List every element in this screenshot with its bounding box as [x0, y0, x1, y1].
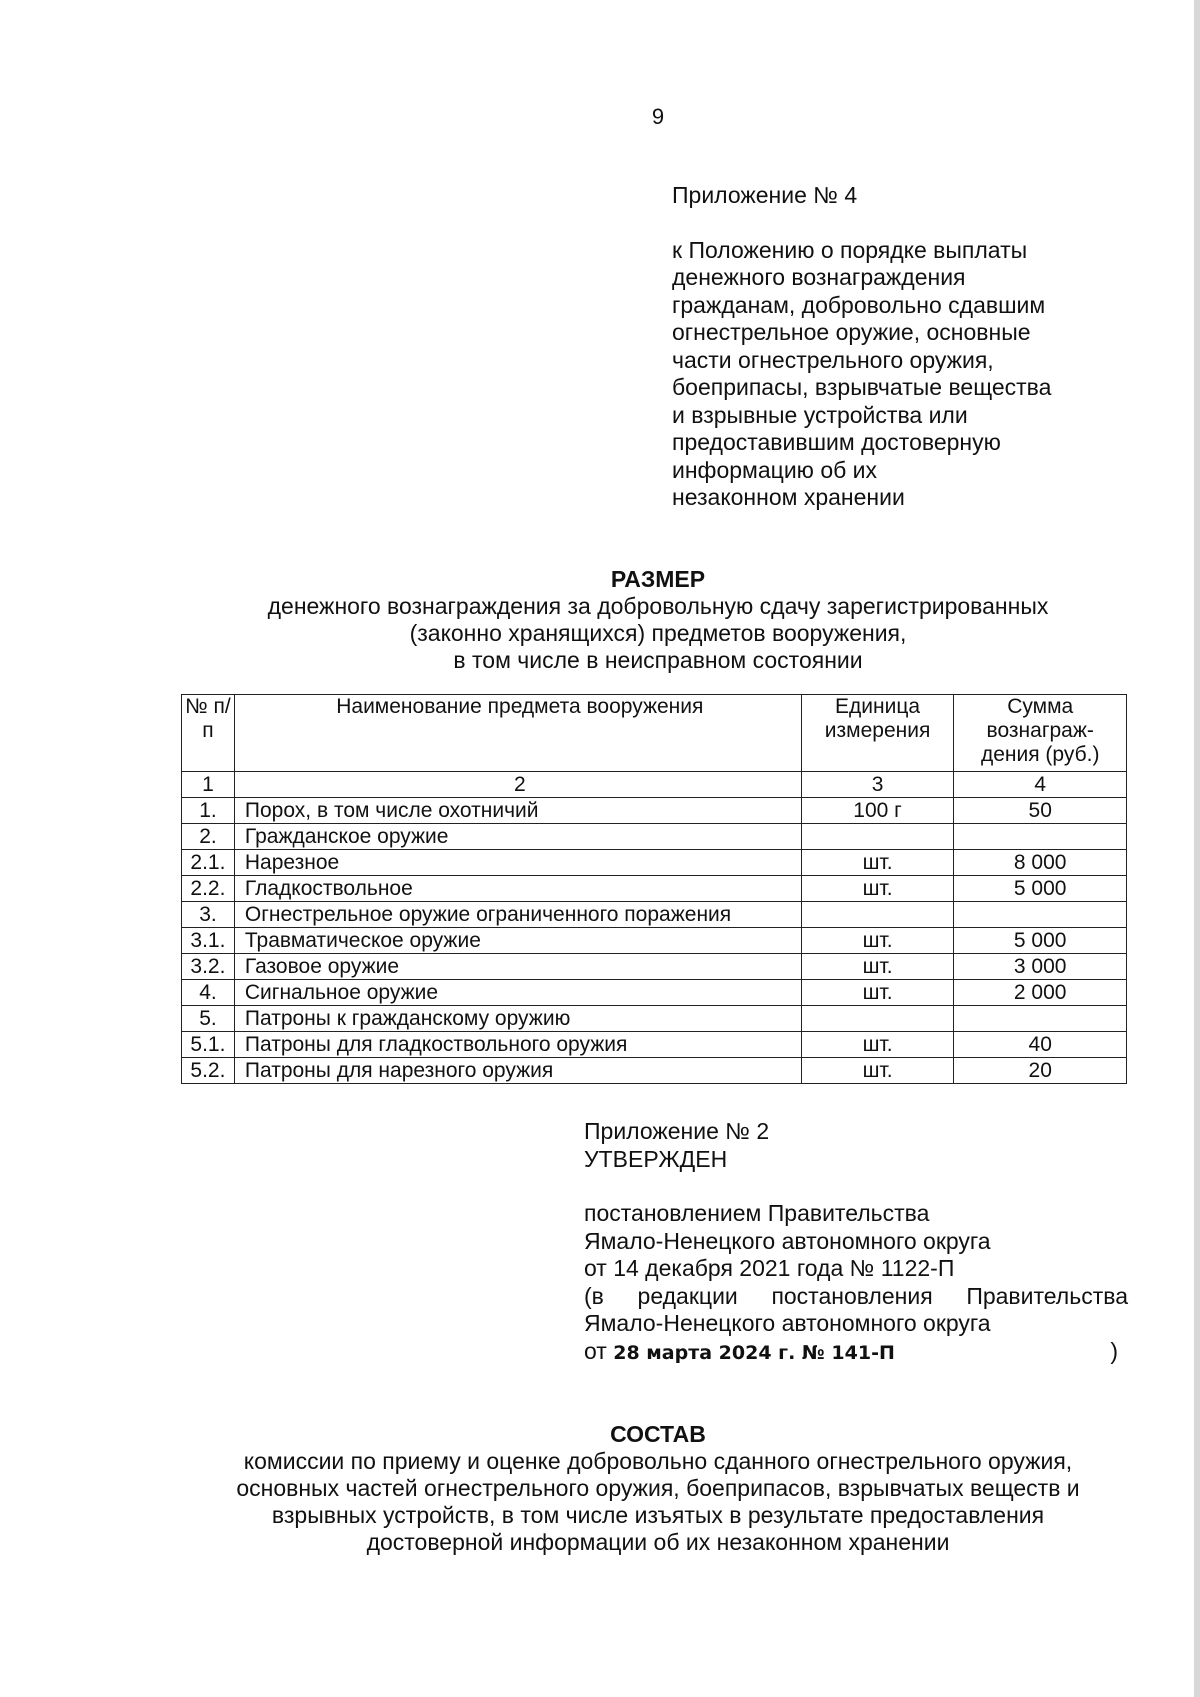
approved-line: Ямало-Ненецкого автономного округа	[584, 1310, 991, 1336]
row-unit: шт.	[801, 980, 954, 1006]
row-num: 3.2.	[182, 954, 235, 980]
appendix-4-title: Приложение № 4	[672, 182, 858, 208]
header-num: № п/п	[182, 695, 235, 772]
revision-word: Правительства	[966, 1282, 1128, 1309]
row-sum	[954, 824, 1127, 850]
size-subtitle-line: денежного вознаграждения за добровольную сдачу зарегистрированных	[267, 593, 1049, 619]
row-unit	[801, 902, 954, 928]
row-num: 5.	[182, 1006, 235, 1032]
col-number: 2	[234, 772, 801, 798]
table-row	[182, 824, 1127, 850]
composition-subtitle	[0, 1448, 1200, 1556]
row-sum: 5 000	[954, 928, 1127, 954]
table-row	[182, 954, 1127, 980]
rewards-table	[181, 694, 1127, 1084]
row-unit: шт.	[801, 850, 954, 876]
row-sum: 2 000	[954, 980, 1127, 1006]
row-num: 4.	[182, 980, 235, 1006]
closing-paren: )	[1110, 1337, 1118, 1364]
appendix-4-line: информацию об их	[672, 456, 878, 483]
page-number: 9	[651, 104, 665, 129]
table-row	[182, 1058, 1127, 1084]
size-subtitle	[0, 593, 1200, 674]
size-subtitle-line: (законно хранящихся) предметов вооружения,	[409, 620, 907, 646]
appendix-2-title: Приложение № 2	[584, 1118, 770, 1144]
composition-subtitle-line: комиссии по приему и оценке добровольно сданного огнестрельного оружия,	[243, 1448, 1073, 1474]
row-num: 1.	[182, 798, 235, 824]
appendix-4-line: гражданам, добровольно сдавшим	[672, 291, 1046, 318]
header-name: Наименование предмета вооружения	[234, 695, 801, 772]
row-name: Патроны к гражданскому оружию	[234, 1006, 801, 1032]
row-unit: 100 г	[801, 798, 954, 824]
revision-word: постановления	[771, 1282, 933, 1309]
row-unit: шт.	[801, 1058, 954, 1084]
approved-line: постановлением Правительства	[584, 1200, 930, 1226]
appendix-4-block	[672, 182, 1102, 512]
revision-date: 28 марта 2024 г. № 141-П	[613, 1341, 895, 1364]
appendix-4-line: огнестрельное оружие, основные	[672, 319, 1031, 345]
row-num: 2.	[182, 824, 235, 850]
appendix-4-line: части огнестрельного оружия,	[672, 346, 994, 373]
row-unit: шт.	[801, 954, 954, 980]
row-sum: 3 000	[954, 954, 1127, 980]
appendix-4-line: предоставившим достоверную	[672, 429, 1001, 455]
table-row	[182, 850, 1127, 876]
row-unit: шт.	[801, 1032, 954, 1058]
row-name: Нарезное	[234, 850, 801, 876]
appendix-4-line: денежного вознаграждения	[672, 264, 966, 290]
size-heading: РАЗМЕР	[610, 566, 706, 592]
table-row	[182, 876, 1127, 902]
row-name: Сигнальное оружие	[234, 980, 801, 1006]
composition-subtitle-line: достоверной информации об их незаконном хранении	[366, 1529, 950, 1555]
approved-line: Ямало-Ненецкого автономного округа	[584, 1227, 991, 1254]
appendix-4-line: и взрывные устройства или	[672, 401, 968, 428]
row-sum: 5 000	[954, 876, 1127, 902]
appendix-2-block	[584, 1118, 1128, 1367]
row-name: Травматическое оружие	[234, 928, 801, 954]
row-sum: 40	[954, 1032, 1127, 1058]
row-num: 3.	[182, 902, 235, 928]
col-number: 4	[954, 772, 1127, 798]
table-row	[182, 928, 1127, 954]
row-name: Гражданское оружие	[234, 824, 801, 850]
row-num: 5.1.	[182, 1032, 235, 1058]
row-num: 2.1.	[182, 850, 235, 876]
revision-line	[584, 1283, 1128, 1311]
appendix-4-line: к Положению о порядке выплаты	[672, 236, 1028, 263]
row-unit: шт.	[801, 928, 954, 954]
header-sum: Сумма вознаграж-дения (руб.)	[954, 695, 1127, 772]
row-sum	[954, 902, 1127, 928]
revision-date-line	[584, 1338, 1128, 1368]
revision-word: (в	[584, 1282, 604, 1309]
row-name: Газовое оружие	[234, 954, 801, 980]
row-num: 2.2.	[182, 876, 235, 902]
approved-label: УТВЕРЖДЕН	[584, 1145, 728, 1172]
approved-line: от 14 декабря 2021 года № 1122-П	[584, 1255, 955, 1281]
col-number: 3	[801, 772, 954, 798]
table-header-row	[182, 695, 1127, 772]
row-unit	[801, 1006, 954, 1032]
header-unit: Единица измерения	[801, 695, 954, 772]
composition-subtitle-line: основных частей огнестрельного оружия, боеприпасов, взрывчатых веществ и	[236, 1475, 1080, 1501]
table-row	[182, 798, 1127, 824]
date-prefix: от	[584, 1337, 607, 1364]
row-num: 5.2.	[182, 1058, 235, 1084]
row-name: Патроны для нарезного оружия	[234, 1058, 801, 1084]
table-column-numbers-row	[182, 772, 1127, 798]
size-subtitle-line: в том числе в неисправном состоянии	[453, 647, 863, 673]
row-sum: 50	[954, 798, 1127, 824]
revision-word: редакции	[637, 1282, 738, 1309]
row-name: Огнестрельное оружие ограниченного поражения	[234, 902, 801, 928]
row-sum	[954, 1006, 1127, 1032]
table-row	[182, 1032, 1127, 1058]
table-row	[182, 980, 1127, 1006]
row-name: Патроны для гладкоствольного оружия	[234, 1032, 801, 1058]
appendix-4-line: незаконном хранении	[672, 484, 905, 510]
row-unit	[801, 824, 954, 850]
row-sum: 8 000	[954, 850, 1127, 876]
composition-subtitle-line: взрывных устройств, в том числе изъятых в результате предоставления	[271, 1502, 1045, 1528]
composition-heading: СОСТАВ	[610, 1421, 706, 1447]
row-name: Гладкоствольное	[234, 876, 801, 902]
row-unit: шт.	[801, 876, 954, 902]
table-row	[182, 902, 1127, 928]
row-num: 3.1.	[182, 928, 235, 954]
row-sum: 20	[954, 1058, 1127, 1084]
appendix-4-line: боеприпасы, взрывчатые вещества	[672, 374, 1052, 400]
col-number: 1	[182, 772, 235, 798]
table-row	[182, 1006, 1127, 1032]
row-name: Порох, в том числе охотничий	[234, 798, 801, 824]
